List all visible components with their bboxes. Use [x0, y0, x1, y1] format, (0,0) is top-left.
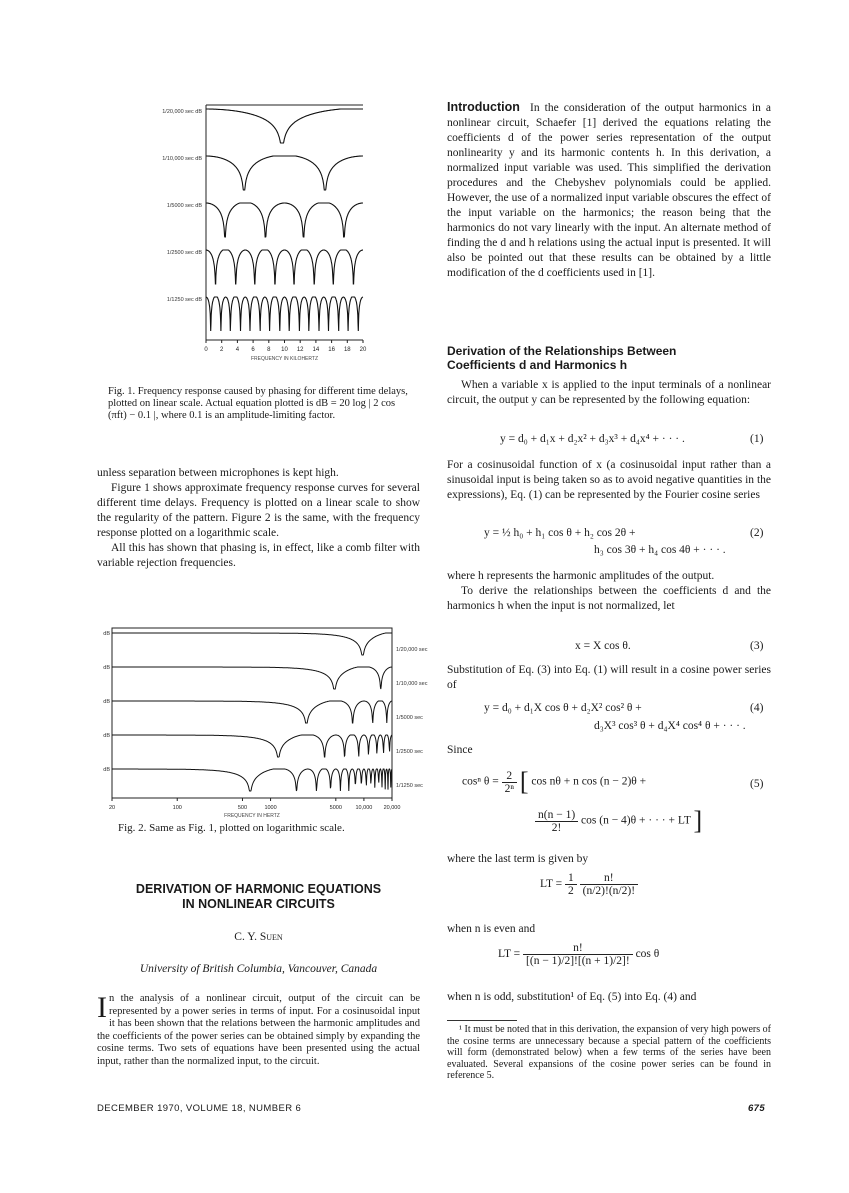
- y-label: dB: [103, 631, 110, 637]
- x-tick-label: 12: [296, 347, 304, 353]
- abstract: [97, 993, 420, 1068]
- equation-number: (5): [750, 778, 764, 790]
- paragraph: when n is even and: [447, 923, 536, 935]
- numerator: 1: [565, 872, 577, 885]
- row-label: 1/20,000 sec: [396, 647, 428, 653]
- x-axis-label: FREQUENCY IN KILOHERTZ: [250, 356, 319, 362]
- author: C. Y. Suen: [234, 931, 283, 943]
- x-tick-label: 10: [281, 347, 288, 353]
- journal-issue: DECEMBER 1970, VOLUME 18, NUMBER 6: [97, 1103, 302, 1114]
- numerator: n!: [523, 942, 633, 955]
- abstract-text: n the analysis of a nonlinear circuit, output of the circuit can be represented by a power series in terms of input. For a cosinusoidal input it has been shown that the relations between the harmonic amplitudes and the coefficients of the power series can be obtained simply by expanding the cosine terms. Two sets of equations have been presented using the actual input, rather than the normalized input, to the circuit.: [97, 993, 420, 1067]
- response-curve: [206, 297, 363, 331]
- paragraph: For a cosinusoidal function of x (a cosinusoidal input rather than a sinusoidal input is being taken so as to avoid negative quantities in the expressions), Eq. (1) can be represented by the Fourier cosine series: [447, 459, 771, 501]
- title-line: IN NONLINEAR CIRCUITS: [182, 897, 335, 911]
- row-label: 1/5000 sec: [396, 715, 423, 721]
- x-tick-label: 6: [251, 347, 255, 353]
- introduction: [447, 100, 771, 281]
- fraction: [565, 872, 577, 897]
- row-label: 1/5000 sec dB: [166, 203, 202, 209]
- equation-lhs: LT =: [498, 948, 521, 961]
- equation-lt-odd: [498, 942, 659, 967]
- section-heading: [447, 344, 771, 372]
- fraction: [502, 770, 517, 795]
- right-bracket: ]: [693, 806, 703, 835]
- x-tick-label: 16: [328, 347, 335, 353]
- response-curve: [112, 701, 392, 723]
- x-tick-label: 20: [359, 347, 367, 353]
- figure-1-caption: Fig. 1. Frequency response caused by phasing for different time delays, plotted on linear scale. Actual equation plotted is dB = 20 log | 2 cos (πft) − 0.1 |, where 0.1 is an amplitude-limiting factor.: [108, 386, 408, 421]
- x-tick-label: 10,000: [355, 805, 373, 811]
- x-tick-label: 18: [343, 347, 351, 353]
- response-curve: [112, 769, 392, 791]
- paragraph: where h represents the harmonic amplitudes of the output.: [447, 570, 715, 582]
- paragraph: unless separation between microphones is kept high.: [97, 467, 339, 479]
- page-number: 675: [748, 1103, 766, 1114]
- equation-lhs: LT =: [540, 878, 563, 891]
- response-curve: [206, 250, 363, 284]
- footnote-rule: [447, 1020, 517, 1021]
- figure-2-plot: [103, 620, 438, 820]
- equation-term: cos (n − 4)θ + · · · + LT: [581, 814, 691, 827]
- figure-1-plot: [108, 100, 378, 380]
- affiliation: University of British Columbia, Vancouver, Canada: [139, 963, 378, 975]
- figure-1: [108, 100, 378, 380]
- row-label: 1/2500 sec dB: [166, 250, 202, 256]
- response-curve: [206, 156, 363, 190]
- x-tick-label: 500: [237, 805, 248, 811]
- x-tick-label: 1000: [264, 805, 277, 811]
- paragraph: where the last term is given by: [447, 853, 589, 865]
- row-label: 1/20,000 sec dB: [162, 109, 202, 115]
- denominator: 2!: [551, 821, 562, 834]
- response-curve: [206, 109, 363, 143]
- denominator: 2ⁿ: [504, 782, 514, 795]
- fraction: [523, 942, 633, 967]
- x-tick-label: 4: [235, 347, 240, 353]
- numerator: n!: [580, 872, 638, 885]
- y-label: dB: [103, 665, 110, 671]
- response-curve: [206, 203, 363, 237]
- x-tick-label: 20,000: [383, 805, 401, 811]
- paragraph: To derive the relationships between the coefficients d and the harmonics h when the input is not normalized, let: [447, 585, 771, 612]
- figure-2: [103, 620, 438, 820]
- equation-2-line-1: y = ½ h₀ + h₁ cos θ + h₂ cos 2θ +: [484, 527, 636, 539]
- paragraph: All this has shown that phasing is, in effect, like a comb filter with variable rejection frequencies.: [97, 542, 420, 569]
- denominator: (n/2)!(n/2)!: [582, 885, 636, 897]
- figure-2-caption: Fig. 2. Same as Fig. 1, plotted on logarithmic scale.: [118, 822, 345, 834]
- heading-line: Coefficients d and Harmonics h: [447, 358, 628, 372]
- equation-4-line-2: d₃X³ cos³ θ + d₄X⁴ cos⁴ θ + · · · .: [594, 720, 746, 732]
- left-bracket: [: [519, 767, 529, 796]
- numerator: 2: [502, 770, 517, 783]
- numerator: n(n − 1): [535, 809, 578, 822]
- x-tick-label: 20: [108, 805, 116, 811]
- equation-5-line-2: [535, 806, 702, 836]
- equation-number: (3): [750, 640, 764, 652]
- introduction-heading: Introduction: [447, 100, 520, 114]
- equation-number: (4): [750, 702, 764, 714]
- equation-2-line-2: h₃ cos 3θ + h₄ cos 4θ + · · · .: [594, 544, 726, 556]
- row-label: 1/1250 sec dB: [166, 297, 202, 303]
- x-tick-label: 5000: [329, 805, 342, 811]
- y-label: dB: [103, 733, 110, 739]
- equation-lhs: cosⁿ θ =: [462, 775, 499, 788]
- y-label: dB: [103, 699, 110, 705]
- paragraph: When a variable x is applied to the input terminals of a nonlinear circuit, the output y can be represented by the following equation:: [447, 379, 771, 406]
- x-tick-label: 2: [220, 347, 224, 353]
- response-curve: [112, 667, 392, 689]
- equation-5-line-1: [462, 767, 646, 797]
- footnote: ¹ It must be noted that in this derivation, the expansion of very high powers of the cosine terms are unnecessary because a special pattern of the coefficients will form (demonstrated below) when a few terms of the series have been evaluated. Several expansions of the cosine power series can be found in reference 5.: [447, 1024, 771, 1081]
- x-tick-label: 100: [172, 805, 182, 811]
- equation-number: (2): [750, 527, 764, 539]
- since-label: Since: [447, 744, 473, 756]
- equation-term: cos θ: [635, 948, 660, 961]
- row-label: 1/10,000 sec: [396, 681, 428, 687]
- equation-4-line-1: y = d₀ + d₁X cos θ + d₂X² cos² θ +: [484, 702, 642, 714]
- title-line: DERIVATION OF HARMONIC EQUATIONS: [135, 882, 382, 896]
- equation-lt-even: [540, 872, 638, 897]
- paragraph: Figure 1 shows approximate frequency response curves for several different time delays. Frequency is plotted on a linear scale to show the regularity of the pattern. Figure 2 is the same, with the frequency response plotted on a logarithmic scale.: [97, 482, 420, 539]
- row-label: 1/2500 sec: [396, 749, 423, 755]
- row-label: 1/10,000 sec dB: [162, 156, 202, 162]
- x-tick-label: 8: [267, 347, 271, 353]
- row-label: 1/1250 sec: [396, 783, 423, 789]
- article-title: [97, 882, 420, 912]
- introduction-text: In the consideration of the output harmonics in a nonlinear circuit, Schaefer [1] derived the equations relating the coefficients d of the power series representation of the output nonlinearity y and its harmonic contents h. In this derivation, a normalized input variable was used. This simplified the derivation procedures and the Chebyshev polynomials could be applied. However, the use of a normalized input variable obscures the effect of the input variable on the harmonics; the reason being that the harmonics do not vary linearly with the input. An alternate method of finding the d and h relations using the actual input is presented. It will also be pointed out that these results can be obtained by a little modification of the d coefficients used in [1].: [447, 102, 771, 279]
- equation-number: (1): [750, 433, 764, 445]
- x-tick-label: 14: [312, 347, 320, 353]
- response-curve: [112, 633, 392, 655]
- fraction: [535, 809, 578, 834]
- denominator: 2: [568, 885, 574, 897]
- equation-term: cos nθ + n cos (n − 2)θ +: [531, 775, 647, 788]
- paragraph: when n is odd, substitution¹ of Eq. (5) into Eq. (4) and: [447, 991, 697, 1003]
- equation-1: y = d₀ + d₁x + d₂x² + d₃x³ + d₄x⁴ + · · · .: [500, 433, 685, 445]
- equation-3: x = X cos θ.: [575, 640, 631, 652]
- fraction: [580, 872, 638, 897]
- response-curve: [112, 735, 392, 757]
- heading-line: Derivation of the Relationships Between: [447, 344, 677, 358]
- x-tick-label: 0: [204, 347, 208, 353]
- denominator: [(n − 1)/2]![(n + 1)/2]!: [526, 955, 630, 967]
- left-body-text: [97, 466, 420, 571]
- y-label: dB: [103, 767, 110, 773]
- drop-cap: I: [97, 991, 107, 1024]
- paragraph: Substitution of Eq. (3) into Eq. (1) will result in a cosine power series of: [447, 664, 771, 691]
- x-axis-label: FREQUENCY IN HERTZ: [224, 813, 280, 819]
